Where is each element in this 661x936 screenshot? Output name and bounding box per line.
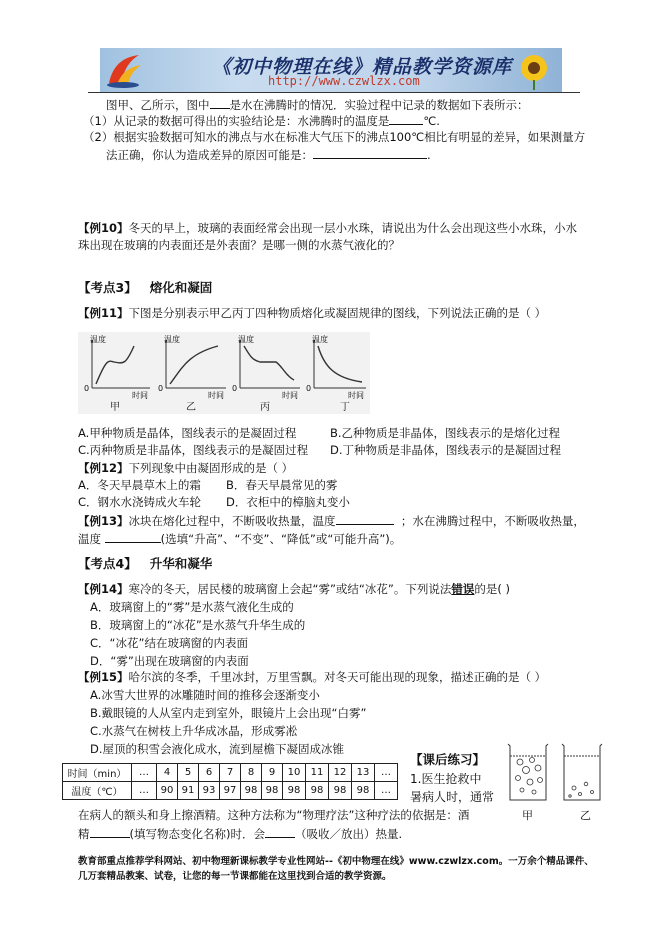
option-d[interactable]: D.屋顶的积雪会液化成水，流到屋檐下凝固成冰锥 [90,742,345,756]
example-10-cont: 珠出现在玻璃的内表面还是外表面？是哪一侧的水蒸气液化的？ [78,238,400,252]
table-cell: 98 [329,782,352,800]
homework-1-cont: 暑病人时，通常 [410,790,495,804]
example-15: 【例15】哈尔滨的冬季，千里冰封，万里雪飘。对冬天可能出现的现象，描述正确的是（ ） [78,670,547,684]
graph-caption: 乙 [186,402,196,413]
option-d[interactable]: D．衣柜中的樟脑丸变小 [226,495,350,509]
table-cell: 93 [199,782,220,800]
keypoint-4-heading: 【考点4】 升华和凝华 [78,556,213,571]
option-b[interactable]: B.乙种物质是非晶体，图线表示的是熔化过程 [330,426,561,440]
table-cell: 98 [352,782,375,800]
table-cell: … [132,764,157,782]
table-cell: … [375,782,398,800]
table-cell: 7 [220,764,241,782]
homework-1: 1.医生抢救中 [410,772,482,786]
graph-y-label: 温度 [238,335,254,344]
graph-y-label: 温度 [312,335,328,344]
table-cell: 98 [306,782,329,800]
option-b[interactable]: B．玻璃窗上的“冰花”是水蒸气升华生成的 [90,618,306,632]
phase-change-graphs [78,332,370,414]
example-11: 【例11】下图是分别表示甲乙丙丁四种物质熔化或凝固规律的图线，下列说法正确的是（ ） [78,306,547,320]
option-c[interactable]: C．“冰花”结在玻璃窗的内表面 [90,636,248,650]
graph-x-label: 时间 [208,391,224,400]
option-c[interactable]: C.丙种物质是非晶体，图线表示的是凝固过程 [78,443,309,457]
intro-line-1: 图甲、乙所示，图中 是水在沸腾时的情况．实验过程中记录的数据如下表所示： [106,98,529,112]
graph-caption: 甲 [110,402,120,413]
graph-y-label: 温度 [164,335,180,344]
intro-question-1: （1）从记录的数据可得出的实验结论是：水沸腾时的温度是 ℃. [83,114,440,128]
homework-1-line-3: 在病人的额头和身上擦酒精。这种方法称为“物理疗法”这种疗法的依据是：酒 [78,808,470,822]
table-cell: 10 [283,764,306,782]
answer-blank[interactable] [265,826,295,838]
sunflower-icon [510,50,558,90]
table-cell: … [375,764,398,782]
table-cell: 6 [199,764,220,782]
table-cell: 8 [241,764,262,782]
keypoint-3-heading: 【考点3】 熔化和凝固 [78,280,213,295]
header-divider [88,92,580,93]
option-a[interactable]: A．玻璃窗上的“雾”是水蒸气液化生成的 [90,600,294,614]
answer-blank[interactable] [336,513,394,525]
option-a[interactable]: A．冬天早晨草木上的霜 [78,478,201,492]
option-a[interactable]: A.甲种物质是晶体，图线表示的是凝固过程 [78,426,297,440]
table-cell: 97 [220,782,241,800]
option-d[interactable]: D.丁种物质是非晶体，图线表示的是凝固过程 [330,443,562,457]
header-banner [100,48,562,92]
intro-question-2: （2）根据实验数据可知水的沸点与水在标准大气压下的沸点100℃相比有明显的差异，如果测量方 [83,130,586,144]
table-header-cell: 时间（min） [63,764,132,782]
banner-title: 《初中物理在线》精品教学资源库 [212,56,513,78]
table-header-cell: 温度（℃） [63,782,132,800]
table-cell: 98 [262,782,283,800]
table-cell: 12 [329,764,352,782]
table-cell: 9 [262,764,283,782]
intro-question-2-cont: 法正确，你认为造成差异的原因可能是： . [106,148,431,162]
answer-blank[interactable] [313,147,427,159]
site-logo-icon [103,51,145,89]
graph-origin: 0 [158,384,164,393]
option-b[interactable]: B．春天早晨常见的雾 [226,478,338,492]
option-b[interactable]: B.戴眼镜的人从室内走到室外，眼镜片上会出现“白雾” [90,706,367,720]
graph-origin: 0 [84,384,90,393]
option-c[interactable]: C．钢水水浇铸成火车轮 [78,495,202,509]
graph-x-label: 时间 [282,391,298,400]
table-cell: 90 [157,782,178,800]
banner-url[interactable]: http://www.czwlzx.com [268,74,420,88]
option-c[interactable]: C.水蒸气在树枝上升华成冰晶，形成雾凇 [90,724,298,738]
table-cell: 11 [306,764,329,782]
footer-line-2: 几万套精品教案、试卷，让您的每一节课都能在这里找到合适的教学资源。 [78,871,392,882]
graph-x-label: 时间 [348,391,364,400]
example-10: 【例10】冬天的早上，玻璃的表面经常会出现一层小水珠，请说出为什么会出现这些小水珠，小水 [78,221,578,235]
graph-caption: 丁 [340,402,350,413]
table-cell: 13 [352,764,375,782]
homework-heading: 【课后练习】 [410,752,486,767]
beaker-label-left: 甲 [522,809,533,822]
option-d[interactable]: D．“雾”出现在玻璃窗的内表面 [90,654,249,668]
example-13: 【例13】冰块在熔化过程中，不断吸收热量，温度 ；水在沸腾过程中，不断吸收热量， [78,514,585,528]
graph-caption: 丙 [260,402,270,413]
beaker-label-right: 乙 [580,809,591,822]
example-12: 【例12】下列现象中由凝固形成的是（ ） [78,461,294,475]
answer-blank[interactable] [105,531,161,543]
table-cell: … [132,782,157,800]
graph-x-label: 时间 [132,391,148,400]
answer-blank[interactable] [210,97,230,109]
option-a[interactable]: A.冰雪大世界的冰雕随时间的推移会逐渐变小 [90,688,320,702]
graph-y-label: 温度 [90,335,106,344]
footer-line-1: 教育部重点推荐学科网站、初中物理新课标教学专业性网站--《初中物理在线》www.czwlzx.com。一万余个精品课件、 [78,856,594,867]
answer-blank[interactable] [389,113,423,125]
page-footer [78,854,598,884]
answer-blank[interactable] [90,826,130,838]
table-cell: 5 [178,764,199,782]
example-14: 【例14】寒冷的冬天，居民楼的玻璃窗上会起“雾”或结“冰花”。下列说法错误的是( ) [78,582,510,596]
example-13-cont: 温度 (选填“升高”、“不变”、“降低”或“可能升高”)。 [78,532,402,546]
table-row [63,764,398,782]
table-cell: 4 [157,764,178,782]
data-table [62,763,398,800]
homework-1-line-4: 精 (填写物态变化名称)时．会 （吸收／放出）热量. [78,827,403,841]
table-row [63,782,398,800]
table-cell: 98 [241,782,262,800]
graph-origin: 0 [232,384,238,393]
table-cell: 91 [178,782,199,800]
table-cell: 98 [283,782,306,800]
graph-origin: 0 [306,384,312,393]
beakers-illustration [500,738,610,810]
